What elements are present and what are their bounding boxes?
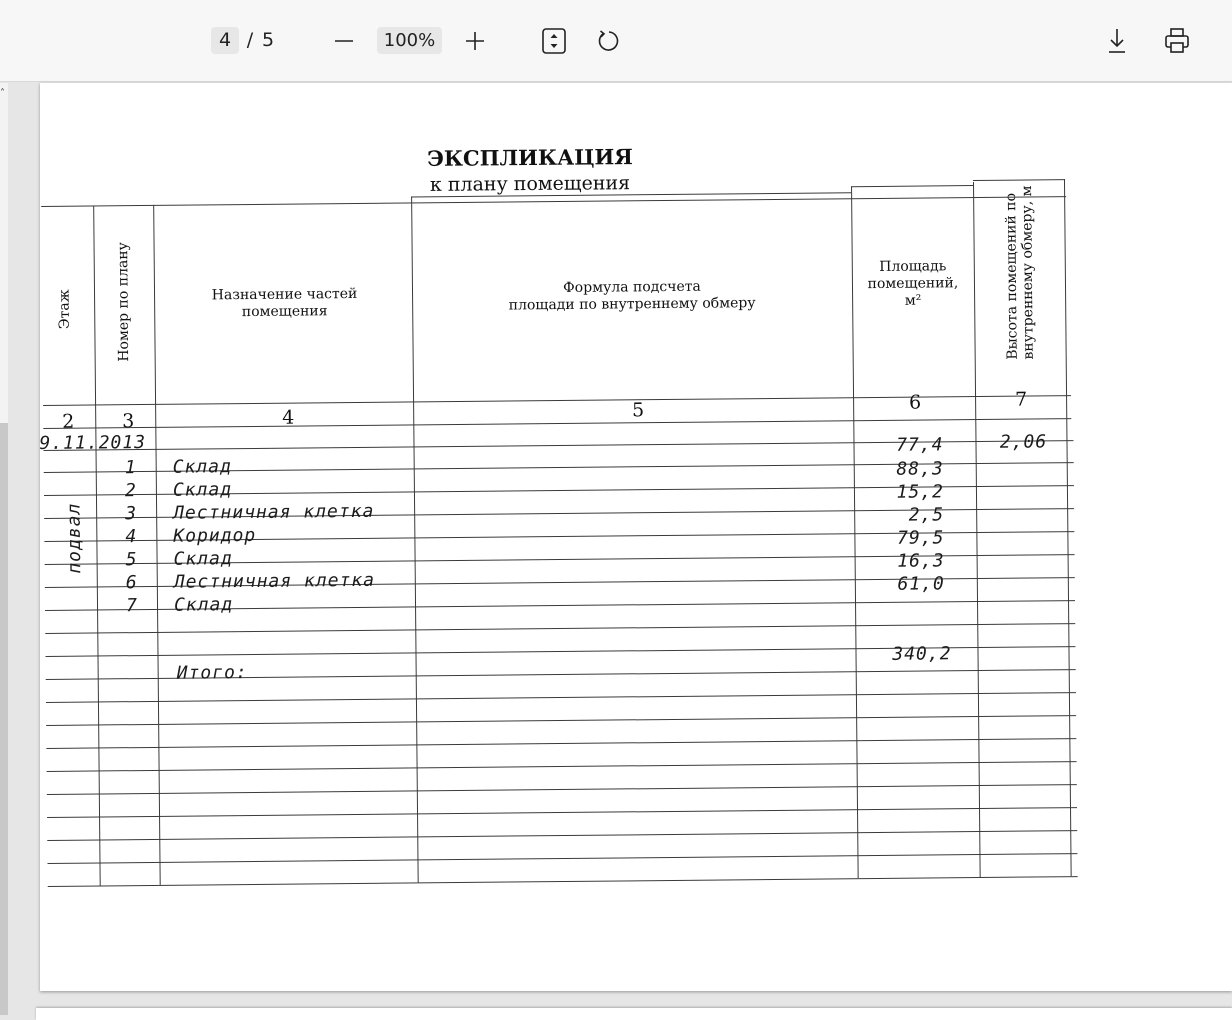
column-number: 2: [62, 410, 75, 433]
row-name: Лестничная клетка: [173, 500, 375, 524]
explication-table: [40, 72, 1232, 991]
zoom-in-button[interactable]: [461, 27, 489, 54]
sidebar-caret-icon: ˄: [0, 88, 5, 99]
plus-icon: [464, 27, 486, 54]
minus-icon: [333, 27, 355, 54]
total-label: Итого:: [176, 662, 248, 684]
zoom-out-button[interactable]: [330, 27, 358, 54]
row-height: 2,06: [999, 431, 1048, 453]
row-name: Склад: [173, 548, 233, 570]
column-number: 6: [908, 391, 922, 414]
download-icon: [1102, 26, 1132, 56]
page-separator: /: [246, 29, 254, 51]
print-icon: [1162, 26, 1192, 56]
row-number: 4: [125, 526, 138, 548]
rotate-button[interactable]: [594, 26, 624, 56]
row-area: 79,5: [896, 527, 945, 549]
row-area: 88,3: [896, 458, 944, 480]
row-name: Склад: [172, 456, 232, 478]
next-pdf-page: [36, 1008, 1232, 1020]
row-name: Коридор: [173, 524, 257, 547]
row-number: 1: [124, 457, 137, 479]
header-formula-line1: Формула подсчета: [563, 278, 701, 296]
rotate-icon: [594, 26, 624, 56]
sidebar-scroll-strip[interactable]: [0, 83, 8, 1015]
header-area-line3: м²: [904, 292, 922, 309]
row-name: Склад: [172, 479, 233, 501]
page-total: 5: [261, 29, 275, 51]
date-entry: 9.11.2013: [39, 431, 147, 455]
row-number: 7: [125, 595, 139, 617]
floor-name: подвал: [63, 502, 86, 574]
print-button[interactable]: [1162, 26, 1192, 56]
row-area: 15,2: [896, 481, 945, 503]
header-area: [857, 258, 969, 310]
scrollbar-thumb[interactable]: [0, 423, 8, 1015]
row-area: 2,5: [908, 504, 945, 526]
column-number: 4: [282, 406, 295, 429]
pdf-toolbar: [0, 0, 1232, 82]
fit-page-button[interactable]: [539, 26, 569, 56]
header-purpose-line1: Назначение частей: [211, 285, 358, 304]
column-number: 5: [632, 399, 645, 422]
fit-page-icon: [539, 26, 569, 56]
header-formula-line2: площади по внутреннему обмеру: [508, 295, 756, 314]
document-title: ЭКСПЛИКАЦИЯ: [427, 144, 633, 171]
header-area-line1: Площадь: [879, 258, 947, 275]
row-area: 61,0: [897, 573, 945, 595]
header-area-line2: помещений,: [867, 275, 959, 293]
header-purpose: [172, 286, 397, 322]
row-area: 77,4: [896, 434, 944, 456]
zoom-level-field[interactable]: 100%: [377, 27, 442, 54]
header-formula: [472, 278, 792, 315]
header-plan-number: Номер по плану: [115, 242, 133, 362]
row-number: 5: [125, 549, 138, 571]
column-number: 3: [122, 410, 135, 433]
document-scan: [40, 83, 1232, 991]
pdf-page: [40, 83, 1232, 991]
row-area: 16,3: [897, 550, 945, 572]
column-number: 7: [1014, 388, 1028, 411]
row-name: Склад: [173, 594, 234, 616]
row-number: 3: [125, 503, 138, 525]
page-number-input[interactable]: 4: [211, 27, 239, 54]
row-name: Лестничная клетка: [173, 569, 376, 593]
row-number: 2: [124, 480, 137, 502]
document-subtitle: к плану помещения: [429, 172, 631, 196]
total-area: 340,2: [892, 643, 952, 665]
header-height: [1003, 185, 1037, 360]
header-height-line2: внутреннему обмеру, м: [1019, 185, 1037, 360]
download-button[interactable]: [1102, 26, 1132, 56]
row-number: 6: [125, 572, 138, 594]
header-floor: Этаж: [56, 289, 73, 330]
header-purpose-line2: помещения: [241, 303, 328, 321]
header-height-line1: Высота помещений по: [1003, 192, 1021, 360]
